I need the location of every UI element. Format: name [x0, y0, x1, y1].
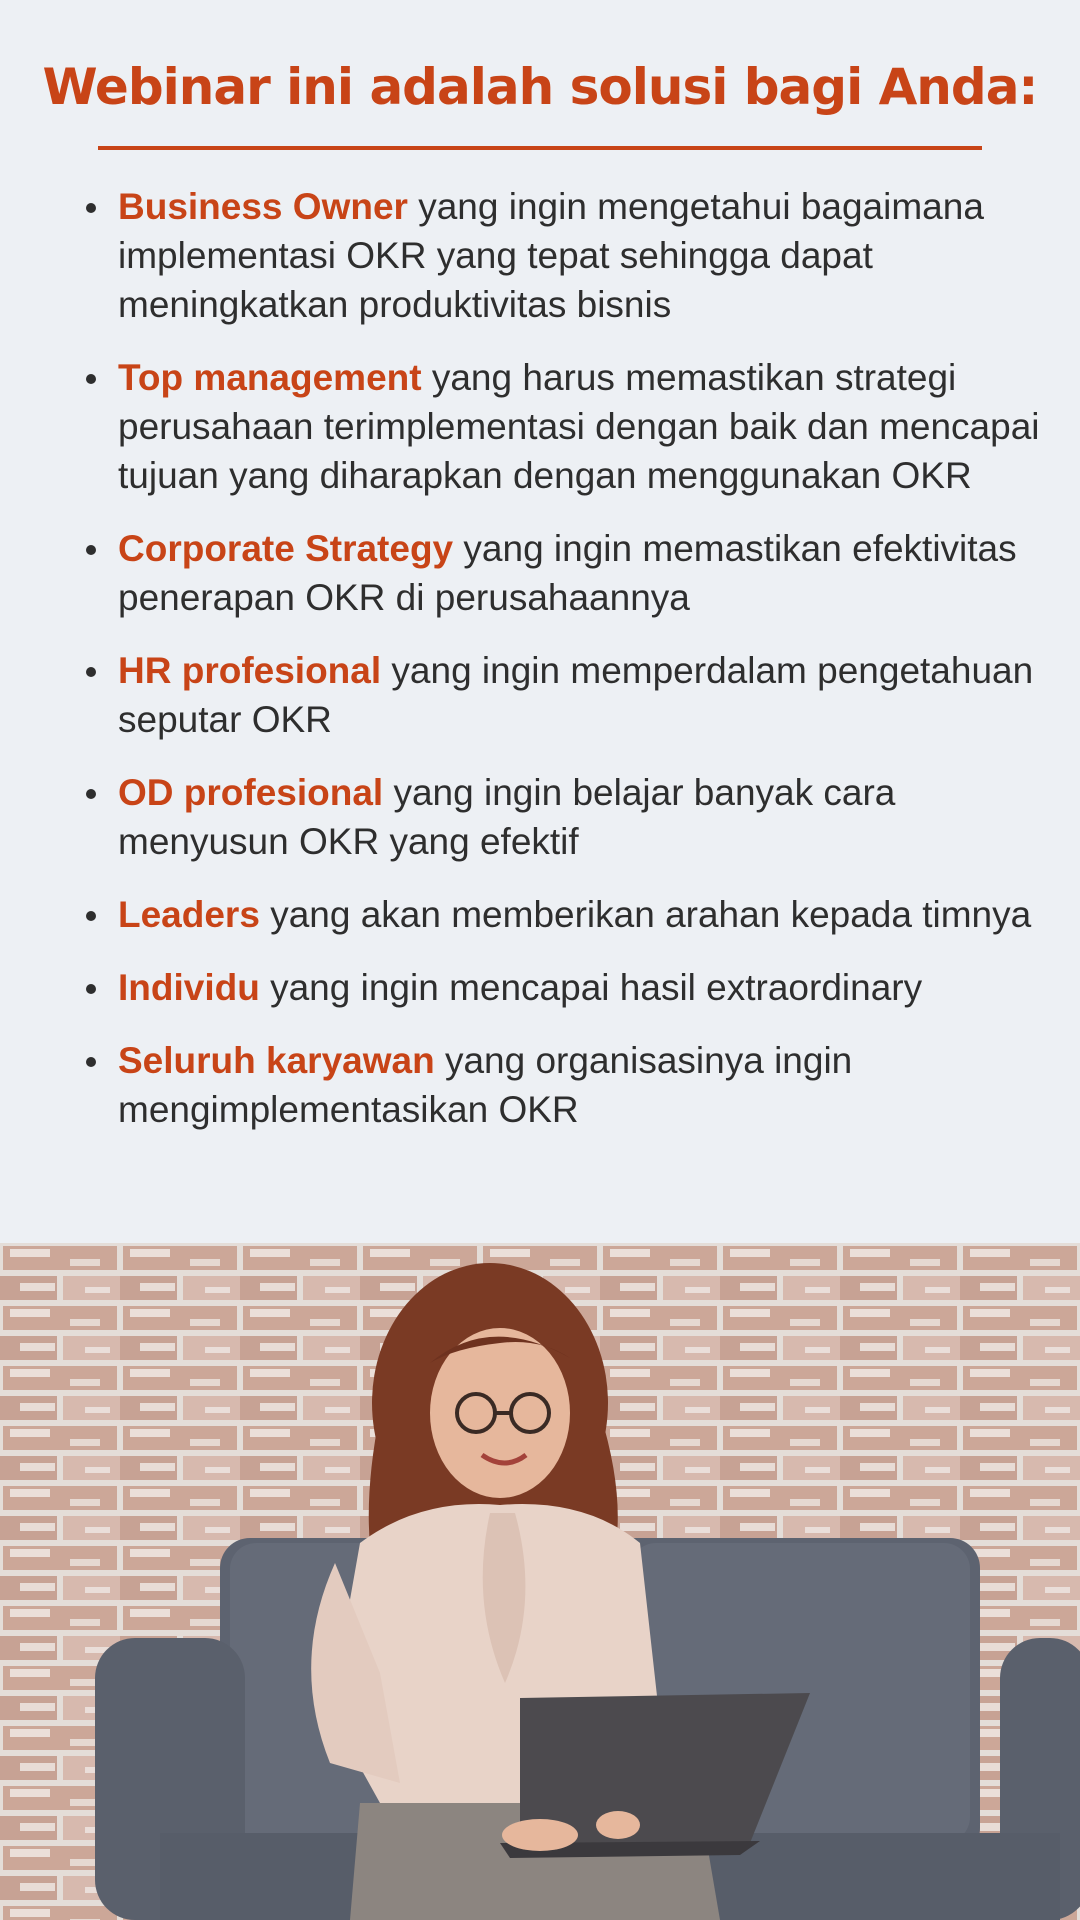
page-title: Webinar ini adalah solusi bagi Anda: [42, 58, 1038, 116]
list-item [86, 353, 1066, 500]
person-on-sofa-image [0, 1243, 1080, 1920]
audience-list [86, 182, 1066, 1158]
hero-photo [0, 1243, 1080, 1920]
bullet-icon [86, 545, 96, 555]
list-item [86, 890, 1066, 939]
list-item [86, 1036, 1066, 1134]
bullet-icon [86, 667, 96, 677]
item-text: yang organisasinya ingin mengimplementasikan OKR [118, 1040, 853, 1130]
bullet-icon [86, 1057, 96, 1067]
bullet-icon [86, 374, 96, 384]
item-highlight: Business Owner [118, 186, 408, 227]
bullet-icon [86, 984, 96, 994]
item-highlight: Top management [118, 357, 422, 398]
list-item [86, 182, 1066, 329]
item-text: yang ingin mencapai hasil extraordinary [259, 967, 923, 1008]
bullet-icon [86, 203, 96, 213]
item-text: yang harus memastikan strategi perusahaan terimplementasi dengan baik dan mencapai tujuan yang diharapkan dengan menggunakan OKR [118, 357, 1040, 496]
item-highlight: Leaders [118, 894, 260, 935]
item-text: yang ingin belajar banyak cara menyusun OKR yang efektif [118, 772, 896, 862]
item-highlight: HR profesional [118, 650, 382, 691]
item-text: yang ingin memastikan efektivitas penerapan OKR di perusahaannya [118, 528, 1017, 618]
item-text: yang akan memberikan arahan kepada timnya [259, 894, 1032, 935]
list-item [86, 768, 1066, 866]
bullet-icon [86, 789, 96, 799]
item-highlight: OD profesional [118, 772, 384, 813]
list-item [86, 963, 1066, 1012]
list-item [86, 646, 1066, 744]
title-divider [98, 146, 982, 150]
list-item [86, 524, 1066, 622]
bullet-icon [86, 911, 96, 921]
item-highlight: Corporate Strategy [118, 528, 454, 569]
item-text: yang ingin mengetahui bagaimana implementasi OKR yang tepat sehingga dapat meningkatkan produktivitas bisnis [118, 186, 984, 325]
item-highlight: Seluruh karyawan [118, 1040, 435, 1081]
item-text: yang ingin memperdalam pengetahuan seputar OKR [118, 650, 1034, 740]
item-highlight: Individu [118, 967, 260, 1008]
